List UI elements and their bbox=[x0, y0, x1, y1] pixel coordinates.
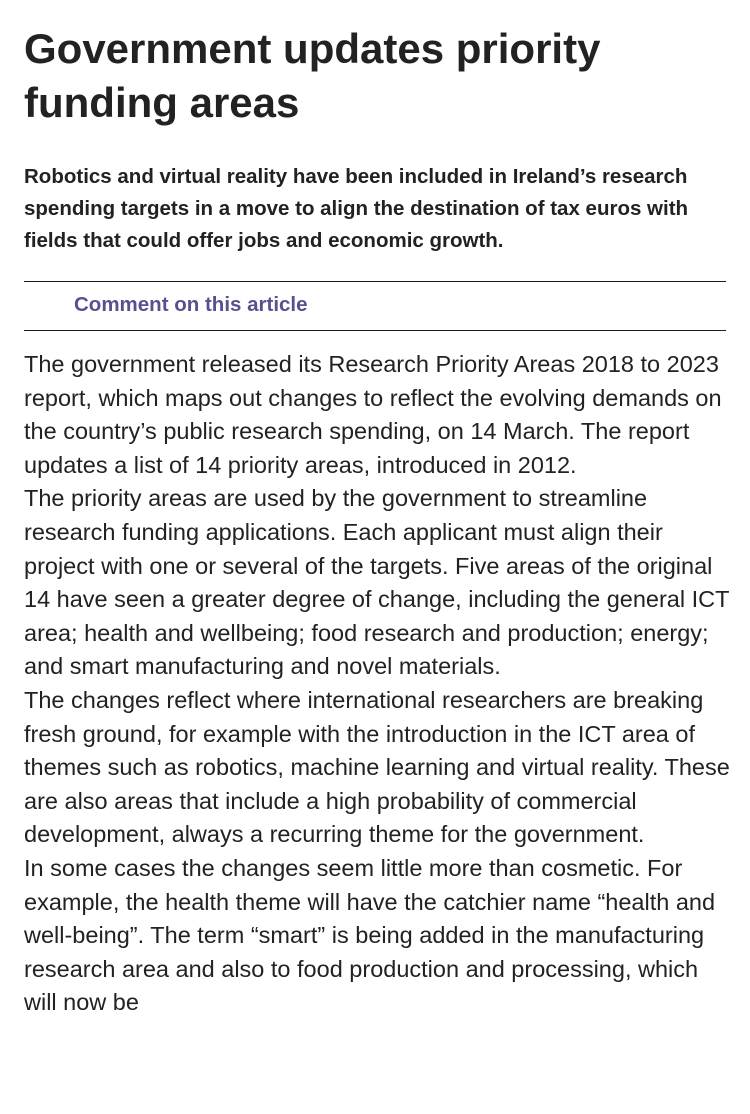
article-body bbox=[24, 348, 736, 1020]
divider-top bbox=[24, 281, 726, 282]
body-paragraph: The priority areas are used by the government to streamline research funding applications. Each applicant must align their project with one or several of the targets. Five areas of the original 14 have seen a greater degree of change, including the general ICT area; health and wellbeing; food research and production; energy; and smart manufacturing and novel materials. bbox=[24, 485, 730, 680]
body-paragraph: The government released its Research Priority Areas 2018 to 2023 report, which maps out changes to reflect the evolving demands on the country’s public research spending, on 14 March. The report updates a list of 14 priority areas, introduced in 2012. bbox=[24, 351, 722, 478]
headline: Government updates priority funding areas bbox=[24, 25, 601, 126]
body-paragraph: The changes reflect where international researchers are breaking fresh ground, for example with the introduction in the ICT area of themes such as robotics, machine learning and virtual reality. These are also areas that include a high probability of commercial development, always a recurring theme for the government. bbox=[24, 686, 730, 848]
divider-bottom bbox=[24, 330, 726, 331]
standfirst: Robotics and virtual reality have been included in Ireland’s research spending targets in a move to align the destination of tax euros with fields that could offer jobs and economic growth. bbox=[24, 165, 689, 252]
comment-on-article-link[interactable]: Comment on this article bbox=[74, 293, 308, 316]
body-paragraph: In some cases the changes seem little more than cosmetic. For example, the health theme will have the catchier name “health and well-being”. The term “smart” is being added in the manufacturing research area and also to food production and processing, which will now be bbox=[24, 854, 716, 1016]
